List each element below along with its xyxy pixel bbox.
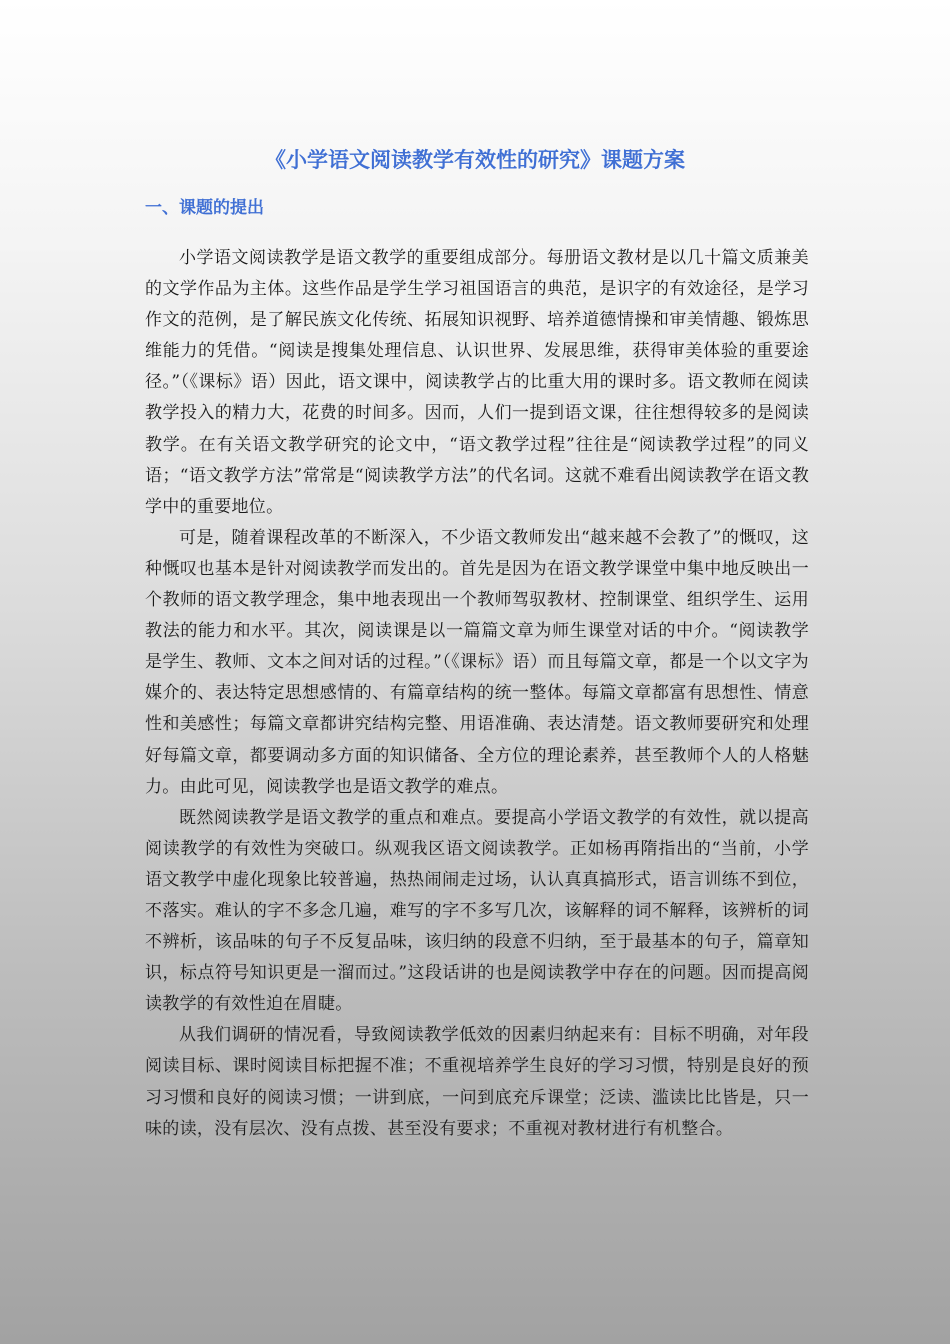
paragraph-2: 可是，随着课程改革的不断深入，不少语文教师发出“越来越不会教了”的慨叹，这种慨叹也基本是针对阅读教学而发出的。首先是因为在语文教学课堂中集中地反映出一个教师的语文教学理念，集中地表现出一个教师驾驭教材、控制课堂、组织学生、运用教法的能力和水平。其次，阅读课是以一篇篇文章为师生课堂对话的中介。“阅读教学是学生、教师、文本之间对话的过程。”（《课标》语）而且每篇文章，都是一个以文字为媒介的、表达特定思想感情的、有篇章结构的统一整体。每篇文章都富有思想性、情意性和美感性；每篇文章都讲究结构完整、用语准确、表达清楚。语文教师要研究和处理好每篇文章，都要调动多方面的知识储备、全方位的理论素养，甚至教师个人的人格魅力。由此可见，阅读教学也是语文教学的难点。 (145, 527, 809, 797)
section-heading: 一、课题的提出 (145, 198, 264, 218)
paragraph-1: 小学语文阅读教学是语文教学的重要组成部分。每册语文教材是以几十篇文质兼美的文学作品为主体。这些作品是学生学习祖国语言的典范，是识字的有效途径，是学习作文的范例，是了解民族文化传统、拓展知识视野、培养道德情操和审美情趣、锻炼思维能力的凭借。“阅读是搜集处理信息、认识世界、发展思维，获得审美体验的重要途径。”（《课标》语）因此，语文课中，阅读教学占的比重大用的课时多。语文教师在阅读教学投入的精力大，花费的时间多。因而，人们一提到语文课，往往想得较多的是阅读教学。在有关语文教学研究的论文中，“语文教学过程”往往是“阅读教学过程”的同义语；“语文教学方法”常常是“阅读教学方法”的代名词。这就不难看出阅读教学在语文教学中的重要地位。 (145, 248, 809, 517)
body-text (145, 243, 809, 1145)
paragraph-4: 从我们调研的情况看，导致阅读教学低效的因素归纳起来有：目标不明确，对年段阅读目标、课时阅读目标把握不准；不重视培养学生良好的学习习惯，特别是良好的预习习惯和良好的阅读习惯；一讲到底，一问到底充斥课堂；泛读、滥读比比皆是，只一味的读，没有层次、没有点拨、甚至没有要求；不重视对教材进行有机整合。 (145, 1025, 809, 1139)
document-title: 《小学语文阅读教学有效性的研究》课题方案 (265, 147, 685, 172)
paragraph-3: 既然阅读教学是语文教学的重点和难点。要提高小学语文教学的有效性，就以提高阅读教学的有效性为突破口。纵观我区语文阅读教学。正如杨再隋指出的“当前，小学语文教学中虚化现象比较普遍，热热闹闹走过场，认认真真搞形式，语言训练不到位，不落实。难认的字不多念几遍，难写的字不多写几次，该解释的词不解释，该辨析的词不辨析，该品味的句子不反复品味，该归纳的段意不归纳，至于最基本的句子，篇章知识，标点符号知识更是一溜而过。”这段话讲的也是阅读教学中存在的问题。因而提高阅读教学的有效性迫在眉睫。 (145, 807, 809, 1015)
